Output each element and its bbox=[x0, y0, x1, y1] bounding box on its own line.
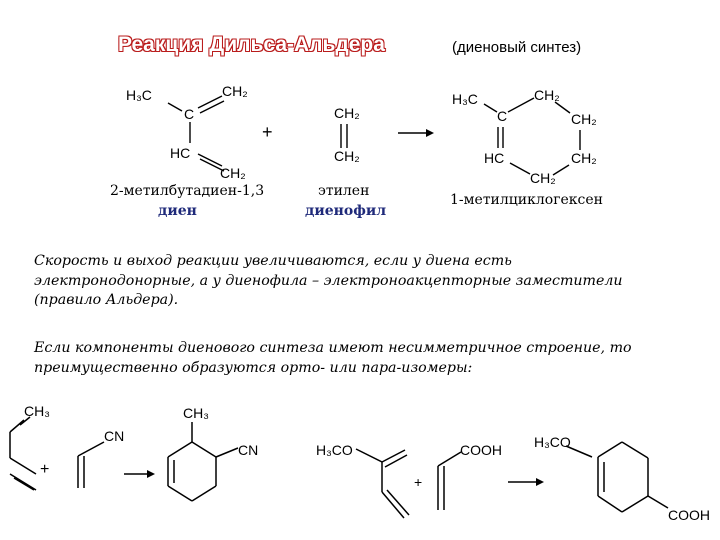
r3-plus-sign: + bbox=[414, 474, 423, 490]
dienophile-name: этилен bbox=[318, 183, 370, 199]
r3-dienophile-cooh: COOH bbox=[460, 442, 502, 458]
r2-diene-ch3: CH₃ bbox=[24, 403, 50, 419]
arrow3-head bbox=[536, 478, 544, 486]
r2-dienophile-cn: CN bbox=[104, 428, 125, 444]
atom-ch2-top: CH₂ bbox=[222, 83, 248, 99]
r3-product-h3co: H₃CO bbox=[534, 434, 571, 450]
isomers-paragraph: Если компоненты диенового синтеза имеют несимметричное строение, то преимущественно образуются орто- или пара-изомеры: bbox=[34, 340, 632, 376]
arrow2-head bbox=[147, 470, 155, 478]
product-ch2-top: CH₂ bbox=[534, 87, 560, 103]
atom-hc: HC bbox=[170, 145, 191, 161]
ethylene-ch2-top: CH₂ bbox=[334, 105, 360, 121]
ethylene-ch2-bottom: CH₂ bbox=[334, 148, 360, 164]
dienophile-role: диенофил bbox=[305, 203, 387, 219]
product-c: C bbox=[497, 108, 508, 124]
page-title: Реакция Дильса-Альдера bbox=[118, 33, 385, 56]
atom-ch2-bottom: CH₂ bbox=[220, 165, 246, 181]
product-ch2-bottom: CH₂ bbox=[530, 170, 556, 186]
diene-role: диен bbox=[158, 203, 197, 219]
r2-product-ch3: CH₃ bbox=[183, 405, 209, 421]
page-subtitle: (диеновый синтез) bbox=[452, 39, 582, 56]
product-ch2-right-bottom: CH₂ bbox=[571, 150, 597, 166]
product-h3c: H₃C bbox=[452, 91, 478, 107]
atom-c: C bbox=[184, 106, 195, 122]
reaction3-bonds bbox=[356, 442, 668, 518]
product-ch2-right-top: CH₂ bbox=[571, 111, 597, 127]
r3-product-cooh: COOH bbox=[668, 507, 710, 523]
alder-rule-paragraph: Скорость и выход реакции увеличиваются, если у диена есть электронодонорные, а у диенофила – электроноакцепторные заместители (правило Альдера). bbox=[34, 253, 623, 308]
plus-sign-1: + bbox=[262, 122, 273, 142]
r2-product-cn: CN bbox=[238, 442, 259, 458]
product-name: 1-метилциклогексен bbox=[450, 192, 604, 208]
product-hc: HC bbox=[484, 150, 505, 166]
atom-h3c: H₃C bbox=[126, 87, 152, 103]
r2-plus-sign: + bbox=[40, 461, 50, 478]
r3-diene-h3co: H₃CO bbox=[316, 442, 353, 458]
diene-name: 2-метилбутадиен-1,3 bbox=[110, 183, 265, 199]
reaction1-bonds bbox=[168, 96, 580, 175]
arrow1-head bbox=[426, 129, 434, 137]
